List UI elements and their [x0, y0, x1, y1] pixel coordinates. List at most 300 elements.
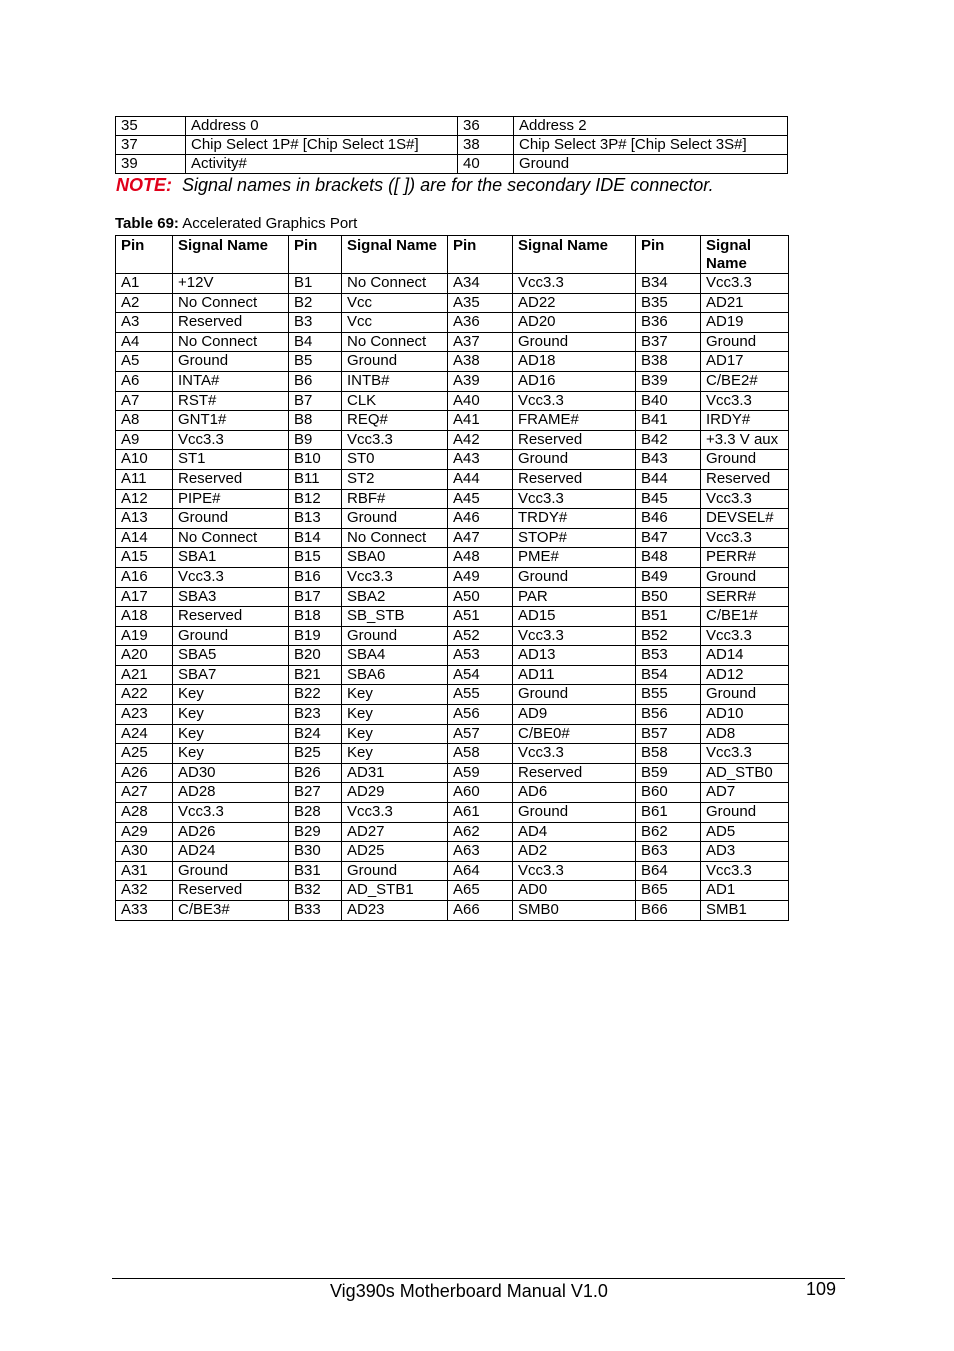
- signal-name-cell: Reserved: [173, 313, 289, 333]
- pin-cell: B58: [636, 744, 701, 764]
- pin-cell: B66: [636, 901, 701, 921]
- signal-name-cell: IRDY#: [701, 411, 789, 431]
- agp-table-row: [116, 469, 789, 489]
- pin-cell: A63: [448, 842, 513, 862]
- pin-cell: 36: [458, 117, 514, 136]
- pin-cell: A54: [448, 665, 513, 685]
- pin-cell: B30: [289, 842, 342, 862]
- signal-name-cell: Chip Select 1P# [Chip Select 1S#]: [186, 136, 458, 155]
- header-pin: Pin: [448, 236, 513, 274]
- signal-name-cell: PIPE#: [173, 489, 289, 509]
- pin-cell: 38: [458, 136, 514, 155]
- signal-name-cell: Ground: [342, 626, 448, 646]
- signal-name-cell: AD18: [513, 352, 636, 372]
- pin-cell: A50: [448, 587, 513, 607]
- header-pin: Pin: [636, 236, 701, 274]
- signal-name-cell: Address 2: [514, 117, 788, 136]
- signal-name-cell: STOP#: [513, 528, 636, 548]
- pin-cell: A44: [448, 469, 513, 489]
- pin-cell: B42: [636, 430, 701, 450]
- signal-name-cell: Reserved: [173, 607, 289, 627]
- signal-name-cell: AD19: [701, 313, 789, 333]
- pin-cell: A16: [116, 567, 173, 587]
- page-number: 109: [806, 1279, 837, 1299]
- signal-name-cell: ST0: [342, 450, 448, 470]
- agp-table-row: [116, 901, 789, 921]
- pin-cell: B5: [289, 352, 342, 372]
- signal-name-cell: AD5: [701, 822, 789, 842]
- agp-table-caption: [115, 215, 357, 232]
- pin-cell: B24: [289, 724, 342, 744]
- agp-table-row: [116, 509, 789, 529]
- signal-name-cell: Ground: [514, 155, 788, 174]
- pin-cell: B41: [636, 411, 701, 431]
- pin-cell: B62: [636, 822, 701, 842]
- pin-cell: A39: [448, 371, 513, 391]
- signal-name-cell: Key: [173, 744, 289, 764]
- signal-name-cell: INTA#: [173, 371, 289, 391]
- ide-table-row: [116, 136, 788, 155]
- agp-table-row: [116, 744, 789, 764]
- pin-cell: B53: [636, 646, 701, 666]
- signal-name-cell: No Connect: [173, 332, 289, 352]
- secondary-ide-note: [116, 175, 714, 196]
- pin-cell: B38: [636, 352, 701, 372]
- pin-cell: A41: [448, 411, 513, 431]
- ide-table-row: [116, 117, 788, 136]
- signal-name-cell: ST1: [173, 450, 289, 470]
- agp-table-row: [116, 450, 789, 470]
- pin-cell: B16: [289, 567, 342, 587]
- signal-name-cell: SBA0: [342, 548, 448, 568]
- pin-cell: B7: [289, 391, 342, 411]
- signal-name-cell: AD16: [513, 371, 636, 391]
- signal-name-cell: C/BE1#: [701, 607, 789, 627]
- signal-name-cell: AD11: [513, 665, 636, 685]
- signal-name-cell: AD_STB1: [342, 881, 448, 901]
- pin-cell: A35: [448, 293, 513, 313]
- pin-cell: B19: [289, 626, 342, 646]
- signal-name-cell: Vcc3.3: [513, 274, 636, 294]
- signal-name-cell: PME#: [513, 548, 636, 568]
- ide-table-row: [116, 155, 788, 174]
- pin-cell: A29: [116, 822, 173, 842]
- signal-name-cell: Key: [342, 685, 448, 705]
- pin-cell: B12: [289, 489, 342, 509]
- signal-name-cell: Ground: [701, 450, 789, 470]
- signal-name-cell: AD7: [701, 783, 789, 803]
- agp-table-row: [116, 665, 789, 685]
- pin-cell: A19: [116, 626, 173, 646]
- pin-cell: A61: [448, 803, 513, 823]
- signal-name-cell: Ground: [173, 861, 289, 881]
- signal-name-cell: No Connect: [342, 332, 448, 352]
- agp-table-row: [116, 528, 789, 548]
- signal-name-cell: AD3: [701, 842, 789, 862]
- signal-name-cell: Ground: [173, 626, 289, 646]
- pin-cell: B22: [289, 685, 342, 705]
- pin-cell: A34: [448, 274, 513, 294]
- signal-name-cell: SBA6: [342, 665, 448, 685]
- signal-name-cell: SERR#: [701, 587, 789, 607]
- signal-name-cell: AD17: [701, 352, 789, 372]
- signal-name-cell: Ground: [513, 567, 636, 587]
- pin-cell: B39: [636, 371, 701, 391]
- signal-name-cell: INTB#: [342, 371, 448, 391]
- signal-name-cell: AD9: [513, 705, 636, 725]
- pin-cell: A4: [116, 332, 173, 352]
- signal-name-cell: AD13: [513, 646, 636, 666]
- pin-cell: B27: [289, 783, 342, 803]
- pin-cell: B50: [636, 587, 701, 607]
- pin-cell: 39: [116, 155, 186, 174]
- signal-name-cell: TRDY#: [513, 509, 636, 529]
- pin-cell: A38: [448, 352, 513, 372]
- signal-name-cell: Ground: [513, 685, 636, 705]
- pin-cell: A21: [116, 665, 173, 685]
- footer-manual-title: Vig390s Motherboard Manual V1.0: [330, 1281, 608, 1301]
- signal-name-cell: AD21: [701, 293, 789, 313]
- signal-name-cell: Ground: [342, 861, 448, 881]
- signal-name-cell: Ground: [701, 685, 789, 705]
- pin-cell: A7: [116, 391, 173, 411]
- agp-table-row: [116, 332, 789, 352]
- pin-cell: B59: [636, 763, 701, 783]
- pin-cell: B28: [289, 803, 342, 823]
- agp-table-header-row: [116, 236, 789, 274]
- signal-name-cell: Ground: [513, 450, 636, 470]
- pin-cell: B36: [636, 313, 701, 333]
- pin-cell: B1: [289, 274, 342, 294]
- pin-cell: A40: [448, 391, 513, 411]
- agp-table-row: [116, 391, 789, 411]
- header-signal-name: Signal Name: [173, 236, 289, 274]
- signal-name-cell: No Connect: [173, 528, 289, 548]
- signal-name-cell: AD12: [701, 665, 789, 685]
- pin-cell: B17: [289, 587, 342, 607]
- agp-table-row: [116, 587, 789, 607]
- ide-connector-table-continued: [115, 116, 788, 174]
- signal-name-cell: GNT1#: [173, 411, 289, 431]
- signal-name-cell: AD2: [513, 842, 636, 862]
- signal-name-cell: No Connect: [342, 274, 448, 294]
- pin-cell: B46: [636, 509, 701, 529]
- signal-name-cell: +3.3 V aux: [701, 430, 789, 450]
- agp-table-row: [116, 685, 789, 705]
- pin-cell: B13: [289, 509, 342, 529]
- pin-cell: B6: [289, 371, 342, 391]
- signal-name-cell: AD6: [513, 783, 636, 803]
- pin-cell: A62: [448, 822, 513, 842]
- pin-cell: 35: [116, 117, 186, 136]
- signal-name-cell: AD24: [173, 842, 289, 862]
- signal-name-cell: Vcc3.3: [701, 274, 789, 294]
- signal-name-cell: Key: [342, 724, 448, 744]
- pin-cell: A52: [448, 626, 513, 646]
- signal-name-cell: AD4: [513, 822, 636, 842]
- signal-name-cell: AD29: [342, 783, 448, 803]
- pin-cell: B20: [289, 646, 342, 666]
- signal-name-cell: AD14: [701, 646, 789, 666]
- pin-cell: A43: [448, 450, 513, 470]
- pin-cell: A47: [448, 528, 513, 548]
- pin-cell: B55: [636, 685, 701, 705]
- pin-cell: B23: [289, 705, 342, 725]
- signal-name-cell: RBF#: [342, 489, 448, 509]
- agp-table-row: [116, 293, 789, 313]
- agp-table-row: [116, 411, 789, 431]
- pin-cell: B63: [636, 842, 701, 862]
- agp-table-row: [116, 842, 789, 862]
- signal-name-cell: AD15: [513, 607, 636, 627]
- signal-name-cell: Vcc3.3: [513, 391, 636, 411]
- pin-cell: B34: [636, 274, 701, 294]
- pin-cell: B52: [636, 626, 701, 646]
- signal-name-cell: AD22: [513, 293, 636, 313]
- pin-cell: B14: [289, 528, 342, 548]
- signal-name-cell: SBA2: [342, 587, 448, 607]
- signal-name-cell: AD31: [342, 763, 448, 783]
- signal-name-cell: REQ#: [342, 411, 448, 431]
- signal-name-cell: AD26: [173, 822, 289, 842]
- agp-table-row: [116, 352, 789, 372]
- pin-cell: B54: [636, 665, 701, 685]
- signal-name-cell: Vcc: [342, 293, 448, 313]
- pin-cell: A25: [116, 744, 173, 764]
- pin-cell: A60: [448, 783, 513, 803]
- signal-name-cell: C/BE2#: [701, 371, 789, 391]
- agp-table-row: [116, 274, 789, 294]
- pin-cell: B26: [289, 763, 342, 783]
- signal-name-cell: SBA3: [173, 587, 289, 607]
- signal-name-cell: No Connect: [342, 528, 448, 548]
- signal-name-cell: AD27: [342, 822, 448, 842]
- pin-cell: A57: [448, 724, 513, 744]
- signal-name-cell: Vcc3.3: [513, 744, 636, 764]
- signal-name-cell: SMB1: [701, 901, 789, 921]
- signal-name-cell: Ground: [173, 352, 289, 372]
- signal-name-cell: Ground: [173, 509, 289, 529]
- pin-cell: B2: [289, 293, 342, 313]
- signal-name-cell: Ground: [513, 803, 636, 823]
- signal-name-cell: Key: [342, 705, 448, 725]
- signal-name-cell: AD30: [173, 763, 289, 783]
- agp-table-row: [116, 607, 789, 627]
- signal-name-cell: AD23: [342, 901, 448, 921]
- pin-cell: B32: [289, 881, 342, 901]
- signal-name-cell: Vcc3.3: [342, 803, 448, 823]
- signal-name-cell: Vcc3.3: [701, 744, 789, 764]
- signal-name-cell: AD1: [701, 881, 789, 901]
- signal-name-cell: Reserved: [513, 763, 636, 783]
- pin-cell: A45: [448, 489, 513, 509]
- pin-cell: A46: [448, 509, 513, 529]
- signal-name-cell: Vcc: [342, 313, 448, 333]
- signal-name-cell: Key: [173, 705, 289, 725]
- agp-table-row: [116, 646, 789, 666]
- pin-cell: A14: [116, 528, 173, 548]
- header-signal-name: Signal Name: [342, 236, 448, 274]
- header-pin: Pin: [289, 236, 342, 274]
- signal-name-cell: RST#: [173, 391, 289, 411]
- signal-name-cell: AD10: [701, 705, 789, 725]
- signal-name-cell: Ground: [513, 332, 636, 352]
- signal-name-cell: PERR#: [701, 548, 789, 568]
- signal-name-cell: Vcc3.3: [173, 803, 289, 823]
- pin-cell: B31: [289, 861, 342, 881]
- agp-table-number: Table 69:: [115, 215, 179, 232]
- agp-table-row: [116, 881, 789, 901]
- signal-name-cell: AD0: [513, 881, 636, 901]
- signal-name-cell: +12V: [173, 274, 289, 294]
- signal-name-cell: Reserved: [513, 430, 636, 450]
- pin-cell: B51: [636, 607, 701, 627]
- pin-cell: A48: [448, 548, 513, 568]
- signal-name-cell: DEVSEL#: [701, 509, 789, 529]
- pin-cell: A22: [116, 685, 173, 705]
- pin-cell: A28: [116, 803, 173, 823]
- signal-name-cell: Ground: [342, 352, 448, 372]
- agp-table-row: [116, 430, 789, 450]
- signal-name-cell: FRAME#: [513, 411, 636, 431]
- pin-cell: A12: [116, 489, 173, 509]
- signal-name-cell: Vcc3.3: [173, 567, 289, 587]
- signal-name-cell: SBA7: [173, 665, 289, 685]
- signal-name-cell: SB_STB: [342, 607, 448, 627]
- agp-table-row: [116, 783, 789, 803]
- signal-name-cell: Address 0: [186, 117, 458, 136]
- signal-name-cell: C/BE3#: [173, 901, 289, 921]
- pin-cell: A51: [448, 607, 513, 627]
- pin-cell: A6: [116, 371, 173, 391]
- pin-cell: A53: [448, 646, 513, 666]
- pin-cell: A30: [116, 842, 173, 862]
- pin-cell: B37: [636, 332, 701, 352]
- pin-cell: A55: [448, 685, 513, 705]
- pin-cell: A23: [116, 705, 173, 725]
- signal-name-cell: Reserved: [173, 469, 289, 489]
- pin-cell: B43: [636, 450, 701, 470]
- signal-name-cell: SBA5: [173, 646, 289, 666]
- signal-name-cell: Ground: [342, 509, 448, 529]
- signal-name-cell: Vcc3.3: [701, 626, 789, 646]
- pin-cell: B3: [289, 313, 342, 333]
- signal-name-cell: ST2: [342, 469, 448, 489]
- header-pin: Pin: [116, 236, 173, 274]
- agp-table-row: [116, 313, 789, 333]
- note-text: Signal names in brackets ([ ]) are for the secondary IDE connector.: [182, 175, 714, 195]
- pin-cell: A24: [116, 724, 173, 744]
- signal-name-cell: AD_STB0: [701, 763, 789, 783]
- signal-name-cell: AD20: [513, 313, 636, 333]
- pin-cell: B21: [289, 665, 342, 685]
- signal-name-cell: Ground: [701, 332, 789, 352]
- pin-cell: B15: [289, 548, 342, 568]
- pin-cell: B60: [636, 783, 701, 803]
- agp-table-row: [116, 861, 789, 881]
- signal-name-cell: Reserved: [701, 469, 789, 489]
- pin-cell: A13: [116, 509, 173, 529]
- header-signal-name: Signal Name: [513, 236, 636, 274]
- agp-table-row: [116, 803, 789, 823]
- pin-cell: A42: [448, 430, 513, 450]
- pin-cell: B10: [289, 450, 342, 470]
- pin-cell: B35: [636, 293, 701, 313]
- signal-name-cell: AD8: [701, 724, 789, 744]
- signal-name-cell: Vcc3.3: [173, 430, 289, 450]
- agp-table-row: [116, 763, 789, 783]
- pin-cell: B64: [636, 861, 701, 881]
- signal-name-cell: Key: [342, 744, 448, 764]
- pin-cell: A64: [448, 861, 513, 881]
- signal-name-cell: Vcc3.3: [701, 528, 789, 548]
- agp-table-title: Accelerated Graphics Port: [182, 215, 358, 232]
- pin-cell: A1: [116, 274, 173, 294]
- pin-cell: B29: [289, 822, 342, 842]
- pin-cell: A56: [448, 705, 513, 725]
- pin-cell: B65: [636, 881, 701, 901]
- agp-table-row: [116, 705, 789, 725]
- agp-table-row: [116, 724, 789, 744]
- pin-cell: A5: [116, 352, 173, 372]
- pin-cell: A65: [448, 881, 513, 901]
- pin-cell: B45: [636, 489, 701, 509]
- pin-cell: 40: [458, 155, 514, 174]
- pin-cell: B11: [289, 469, 342, 489]
- signal-name-cell: Chip Select 3P# [Chip Select 3S#]: [514, 136, 788, 155]
- signal-name-cell: Vcc3.3: [342, 567, 448, 587]
- pin-cell: B40: [636, 391, 701, 411]
- agp-table-row: [116, 567, 789, 587]
- pin-cell: A26: [116, 763, 173, 783]
- pin-cell: A15: [116, 548, 173, 568]
- pin-cell: B8: [289, 411, 342, 431]
- signal-name-cell: Ground: [701, 803, 789, 823]
- signal-name-cell: Ground: [701, 567, 789, 587]
- signal-name-cell: Vcc3.3: [701, 861, 789, 881]
- pin-cell: A58: [448, 744, 513, 764]
- pin-cell: B18: [289, 607, 342, 627]
- pin-cell: A2: [116, 293, 173, 313]
- signal-name-cell: Reserved: [173, 881, 289, 901]
- agp-pinout-table: [115, 235, 789, 921]
- pin-cell: A33: [116, 901, 173, 921]
- signal-name-cell: AD25: [342, 842, 448, 862]
- pin-cell: 37: [116, 136, 186, 155]
- signal-name-cell: Vcc3.3: [342, 430, 448, 450]
- signal-name-cell: Key: [173, 685, 289, 705]
- signal-name-cell: Vcc3.3: [513, 489, 636, 509]
- signal-name-cell: Key: [173, 724, 289, 744]
- pin-cell: A36: [448, 313, 513, 333]
- agp-table-row: [116, 626, 789, 646]
- agp-table-row: [116, 822, 789, 842]
- pin-cell: B33: [289, 901, 342, 921]
- agp-table-row: [116, 371, 789, 391]
- pin-cell: B61: [636, 803, 701, 823]
- pin-cell: B56: [636, 705, 701, 725]
- pin-cell: A17: [116, 587, 173, 607]
- signal-name-cell: SBA4: [342, 646, 448, 666]
- pin-cell: A37: [448, 332, 513, 352]
- pin-cell: A9: [116, 430, 173, 450]
- signal-name-cell: No Connect: [173, 293, 289, 313]
- signal-name-cell: Reserved: [513, 469, 636, 489]
- pin-cell: B9: [289, 430, 342, 450]
- pin-cell: A27: [116, 783, 173, 803]
- signal-name-cell: AD28: [173, 783, 289, 803]
- signal-name-cell: PAR: [513, 587, 636, 607]
